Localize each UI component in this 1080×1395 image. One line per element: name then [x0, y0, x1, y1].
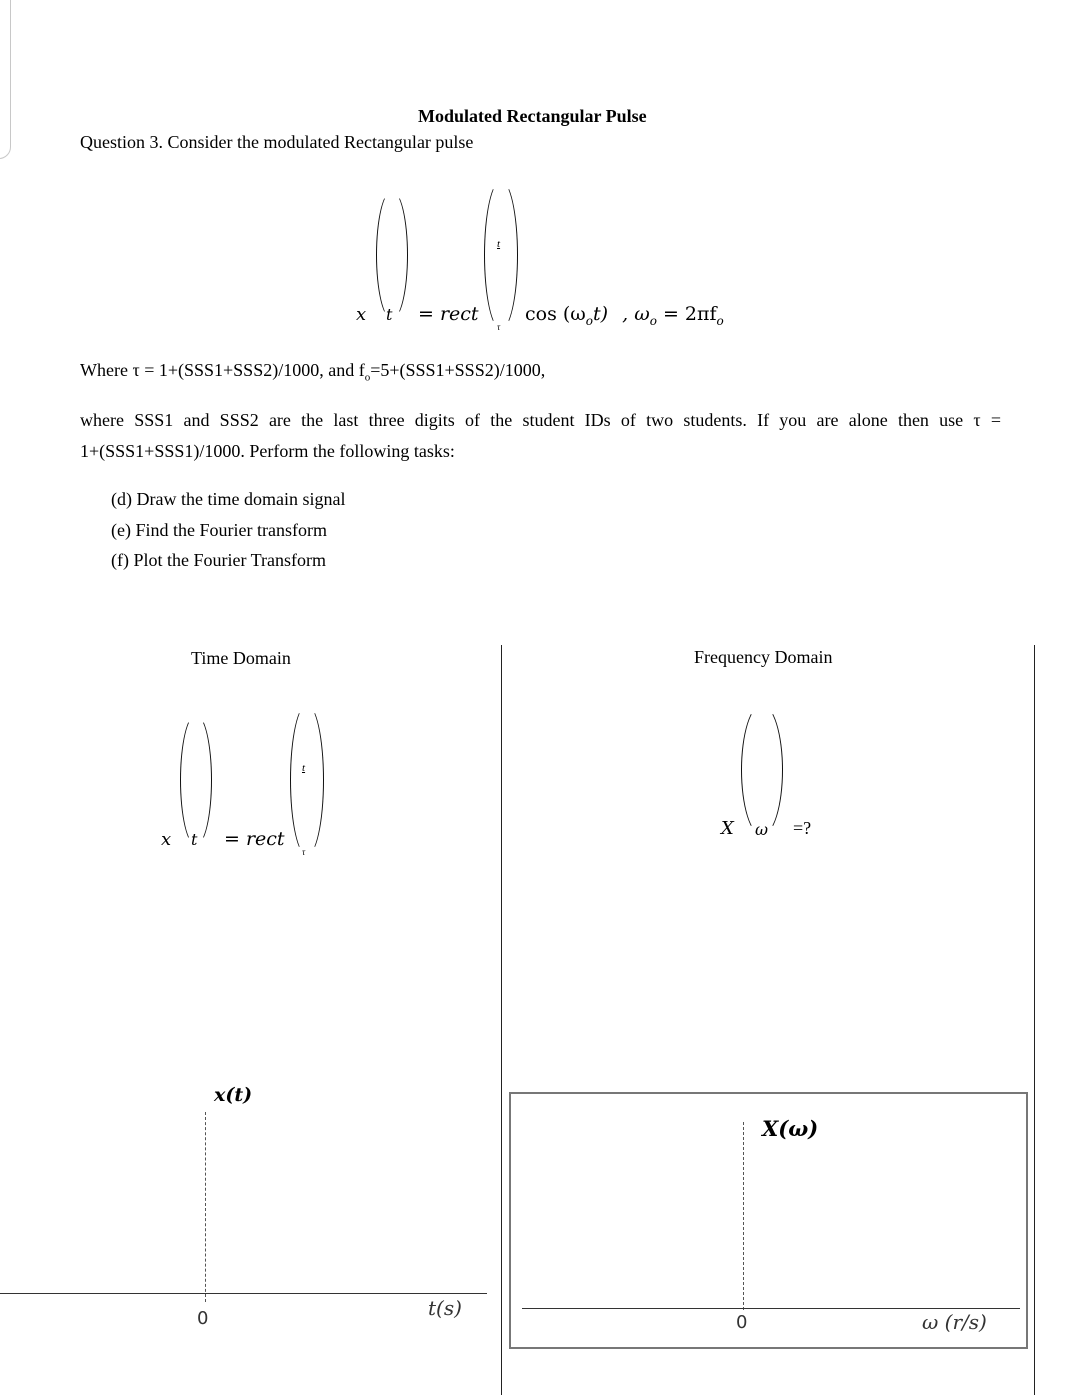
fd-eq-q: =?: [793, 818, 812, 838]
task-e: (e) Find the Fourier transform: [111, 520, 327, 540]
paragraph-line-2: 1+(SSS1+SSS1)/1000. Perform the following tasks:: [80, 441, 455, 461]
eq-f-sub: o: [716, 313, 724, 328]
where-text-2: =5+(SSS1+SSS2)/1000,: [370, 360, 546, 380]
fd-xlabel: ω (r/s): [922, 1310, 987, 1334]
eq-cos-end: t): [593, 303, 609, 325]
eq-t: t: [386, 305, 393, 324]
td-origin-label: 0: [197, 1308, 209, 1329]
eq-omega-sub: o: [649, 313, 657, 328]
eq-frac-num: t: [497, 238, 501, 250]
column-divider-center: [501, 645, 502, 1395]
eq-omega-eq: = 2πf: [656, 303, 717, 325]
eq-frac-den: τ: [497, 322, 501, 332]
eq-x: x: [356, 304, 367, 325]
eq-cos: cos (ω: [525, 303, 586, 325]
td-xlabel: t(s): [428, 1296, 462, 1320]
question-text: Question 3. Consider the modulated Rectangular pulse: [80, 132, 474, 152]
td-frac-den: τ: [302, 847, 306, 857]
fd-origin-label: 0: [736, 1312, 748, 1333]
fd-eq-X: X: [721, 818, 734, 839]
paragraph-line-1: where SSS1 and SSS2 are the last three digits of the student IDs of two students. If you are alone then use τ =: [80, 410, 1001, 430]
td-frac-num: t: [302, 762, 306, 774]
td-paren-left: [180, 714, 212, 846]
eq-cos-sub: o: [585, 313, 594, 328]
where-text-1: Where τ = 1+(SSS1+SSS2)/1000, and f: [80, 360, 365, 380]
fd-eq-w: ω: [755, 820, 769, 839]
td-paren-frac: [290, 704, 324, 856]
where-sub: o: [364, 371, 371, 384]
where-line: [80, 360, 545, 384]
time-domain-heading: Time Domain: [191, 648, 291, 668]
td-eq-x: x: [161, 829, 172, 850]
page-title: Modulated Rectangular Pulse: [418, 106, 647, 126]
td-eq-rect: = rect: [224, 828, 285, 850]
eq-paren-frac: [484, 180, 518, 330]
column-divider-right: [1034, 645, 1035, 1395]
freq-domain-heading: Frequency Domain: [694, 647, 833, 667]
fd-x-axis: [522, 1308, 1020, 1309]
td-x-axis: [0, 1293, 487, 1294]
fd-y-axis: [743, 1122, 744, 1310]
page-corner-mark: [0, 0, 11, 159]
td-eq-t: t: [191, 830, 198, 849]
fd-ylabel: X(ω): [762, 1116, 819, 1141]
task-d: (d) Draw the time domain signal: [111, 489, 346, 509]
eq-omega: , ω: [622, 303, 650, 325]
eq-rect: = rect: [418, 303, 479, 325]
td-ylabel: x(t): [214, 1084, 253, 1106]
eq-paren-left: [376, 190, 408, 320]
td-y-axis: [205, 1112, 206, 1302]
fd-paren: [741, 704, 783, 836]
task-f: (f) Plot the Fourier Transform: [111, 550, 326, 570]
